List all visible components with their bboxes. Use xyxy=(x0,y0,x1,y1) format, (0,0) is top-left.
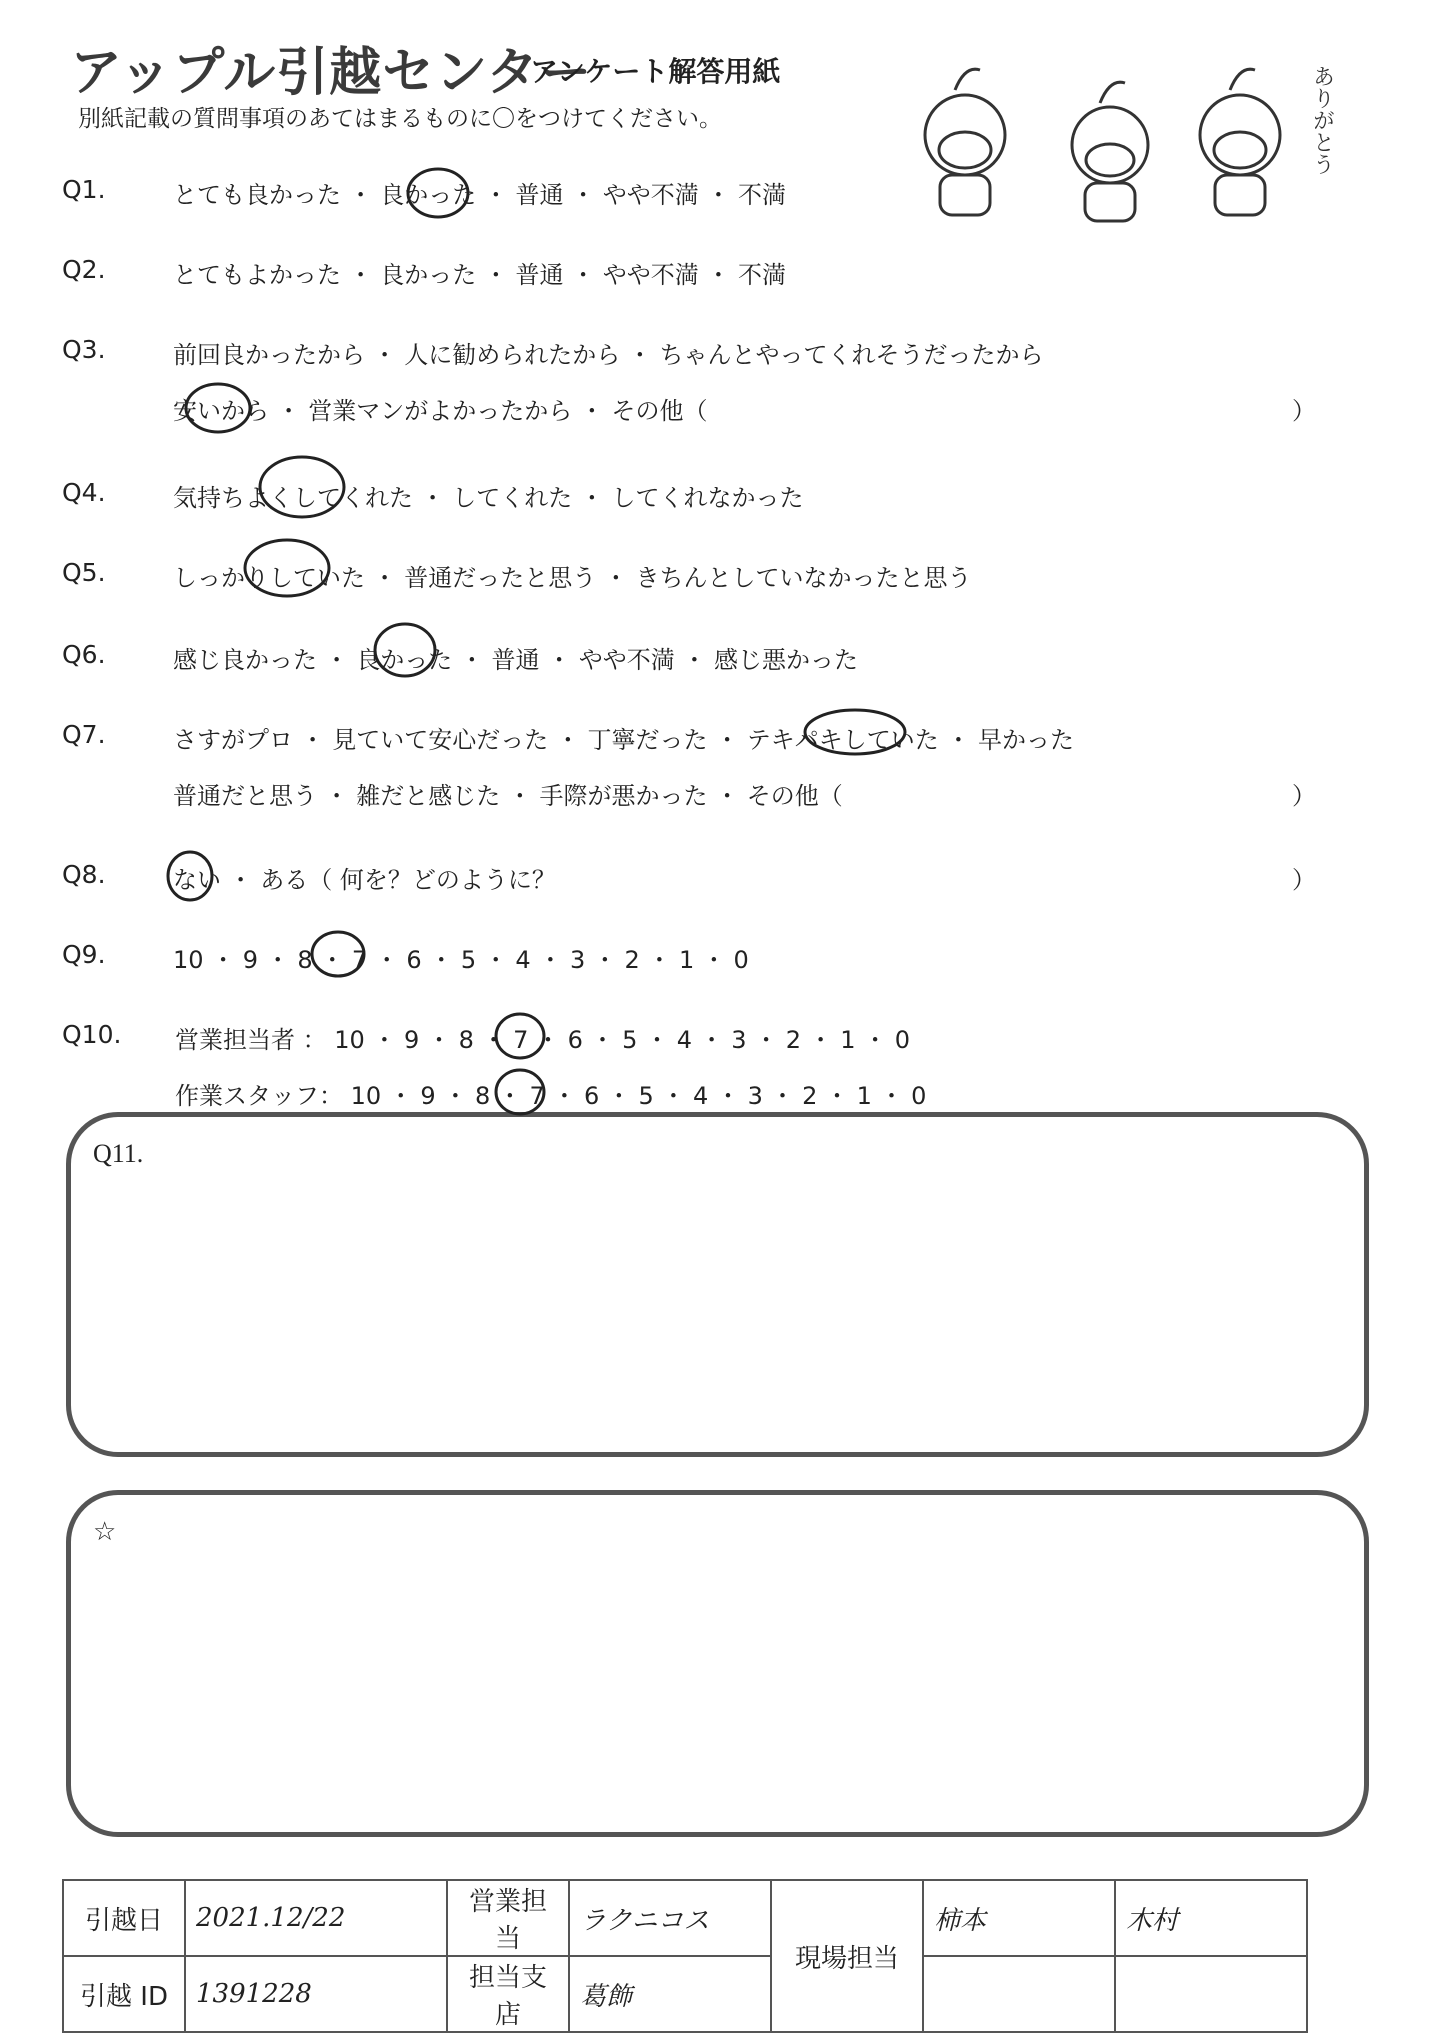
question-options[interactable]: ない ・ ある（ 何を？どのように？ xyxy=(173,866,556,894)
question-options[interactable]: 営業担当者 ： 10 ・ 9 ・ 8 ・ 7 ・ 6 ・ 5 ・ 4 ・ 3 ・ 2 ・ 1 ・ 0 xyxy=(175,1026,911,1054)
question-options[interactable]: 普通だと思う ・ 雑だと感じた ・ 手際が悪かった ・ その他（ xyxy=(173,782,843,810)
site-staff-empty-2 xyxy=(1115,1956,1307,2032)
question-number: Q3. xyxy=(62,335,106,364)
site-staff-1: 柿本 xyxy=(923,1880,1115,1956)
question-options[interactable]: 作業スタッフ： 10 ・ 9 ・ 8 ・ 7 ・ 6 ・ 5 ・ 4 ・ 3 ・ 2 ・ 1 ・ 0 xyxy=(175,1082,927,1110)
sales-value: ラクニコス xyxy=(569,1880,771,1956)
other-close-paren: ） xyxy=(1292,866,1316,894)
instruction-text: 別紙記載の質問事項のあてはまるものに〇をつけてください。 xyxy=(78,106,722,132)
other-close-paren: ） xyxy=(1292,397,1316,425)
move-date-label: 引越日 xyxy=(63,1880,185,1956)
thanks-text: ありがとう xyxy=(1310,65,1336,175)
form-title: アップル引越センター xyxy=(70,43,593,103)
star-comment-box[interactable] xyxy=(66,1490,1369,1837)
move-id-label: 引越 ID xyxy=(63,1956,185,2032)
question-options[interactable]: 気持ちよくしてくれた ・ してくれた ・ してくれなかった xyxy=(173,484,804,512)
question-options[interactable]: さすがプロ ・ 見ていて安心だった ・ 丁寧だった ・ テキパキしていた ・ 早かった xyxy=(173,726,1075,754)
footer-table xyxy=(62,1879,1308,2033)
question-number: Q7. xyxy=(62,720,106,749)
form-subtitle: アンケート解答用紙 xyxy=(530,55,781,88)
question-options[interactable]: しっかりしていた ・ 普通だったと思う ・ きちんとしていなかったと思う xyxy=(173,564,972,592)
question-options[interactable]: 10 ・ 9 ・ 8 ・ 7 ・ 6 ・ 5 ・ 4 ・ 3 ・ 2 ・ 1 ・ 0 xyxy=(173,946,749,974)
question-options[interactable]: とてもよかった ・ 良かった ・ 普通 ・ やや不満 ・ 不満 xyxy=(173,261,787,289)
question-number: Q10. xyxy=(62,1020,122,1049)
question-number: Q1. xyxy=(62,175,106,204)
branch-value: 葛飾 xyxy=(569,1956,771,2032)
site-staff-2: 木村 xyxy=(1115,1880,1307,1956)
branch-label: 担当支店 xyxy=(447,1956,569,2032)
question-number: Q5. xyxy=(62,558,106,587)
site-staff-empty-1 xyxy=(923,1956,1115,2032)
site-label: 現場担当 xyxy=(771,1880,923,2032)
star-label: ☆ xyxy=(93,1517,117,1546)
question-number: Q4. xyxy=(62,478,106,507)
move-date-value: 2021.12/22 xyxy=(185,1880,447,1956)
q11-label: Q11. xyxy=(93,1139,144,1168)
question-number: Q8. xyxy=(62,860,106,889)
question-number: Q2. xyxy=(62,255,106,284)
question-options[interactable]: とても良かった ・ 良かった ・ 普通 ・ やや不満 ・ 不満 xyxy=(173,181,787,209)
other-close-paren: ） xyxy=(1292,782,1316,810)
question-options[interactable]: 前回良かったから ・ 人に勧められたから ・ ちゃんとやってくれそうだったから xyxy=(173,341,1044,369)
question-options[interactable]: 安いから ・ 営業マンがよかったから ・ その他（ xyxy=(173,397,708,425)
mascot-illustration xyxy=(895,45,1355,230)
question-options[interactable]: 感じ良かった ・ 良かった ・ 普通 ・ やや不満 ・ 感じ悪かった xyxy=(173,646,859,674)
move-id-value: 1391228 xyxy=(185,1956,447,2032)
sales-label: 営業担当 xyxy=(447,1880,569,1956)
q11-comment-box[interactable] xyxy=(66,1112,1369,1457)
question-number: Q9. xyxy=(62,940,106,969)
question-number: Q6. xyxy=(62,640,106,669)
